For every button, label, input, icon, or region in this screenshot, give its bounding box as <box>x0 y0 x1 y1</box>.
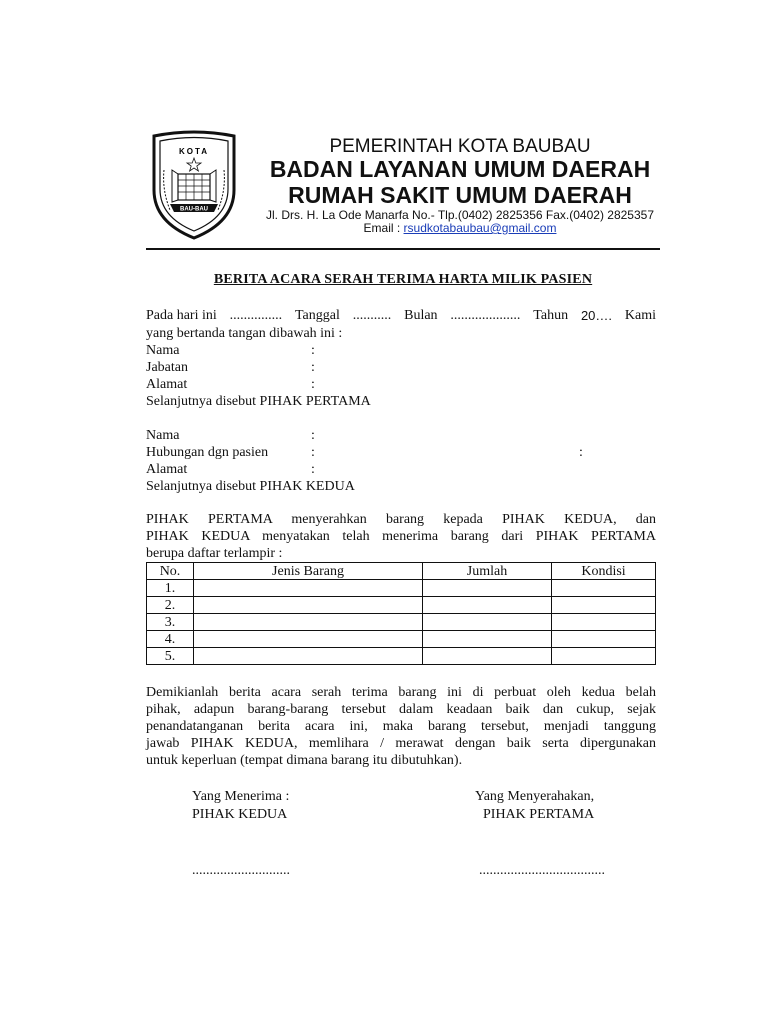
item-type-cell[interactable] <box>194 614 423 631</box>
document-title: BERITA ACARA SERAH TERIMA HARTA MILIK PASIEN <box>213 272 593 287</box>
party2-address-colon: : <box>311 462 315 477</box>
intro-line-2: yang bertanda tangan dibawah ini : <box>146 326 343 341</box>
quantity-cell[interactable] <box>423 597 552 614</box>
closing-line-4: jawab PIHAK KEDUA, memlihara / merawat dengan baik serta dipergunakan <box>146 736 656 751</box>
receiver-signature-line[interactable]: ............................ <box>192 863 290 878</box>
item-type-cell[interactable] <box>194 597 423 614</box>
condition-cell[interactable] <box>552 580 656 597</box>
party2-relation-colon-2: : <box>579 445 583 460</box>
party2-relation-label: Hubungan dgn pasien <box>146 445 269 460</box>
table-row <box>147 648 656 665</box>
intro-bulan-label: Bulan <box>404 308 438 323</box>
condition-cell[interactable] <box>552 597 656 614</box>
government-name: PEMERINTAH KOTA BAUBAU <box>329 136 591 157</box>
table-header-row <box>147 563 656 580</box>
receiver-label: Yang Menerima : <box>192 789 290 804</box>
items-table <box>146 562 656 665</box>
row-number: 3. <box>147 614 194 631</box>
receiver-party: PIHAK KEDUA <box>192 807 288 822</box>
party1-summary: Selanjutnya disebut PIHAK PERTAMA <box>146 394 371 409</box>
year-blank: 20…. <box>580 308 613 323</box>
party1-address-label: Alamat <box>146 377 188 392</box>
row-number: 1. <box>147 580 194 597</box>
intro-line-1 <box>146 307 656 324</box>
email-link[interactable]: rsudkotabaubau@gmail.com <box>403 221 557 235</box>
col-header-condition: Kondisi <box>552 563 656 580</box>
intro-tahun-label: Tahun <box>533 308 569 323</box>
item-type-cell[interactable] <box>194 631 423 648</box>
col-header-quantity: Jumlah <box>423 563 552 580</box>
item-type-cell[interactable] <box>194 580 423 597</box>
quantity-cell[interactable] <box>423 614 552 631</box>
condition-cell[interactable] <box>552 648 656 665</box>
closing-line-2: pihak, adapun barang-barang tersebut dalam keadaan baik dan cukup, sejak <box>146 702 656 717</box>
table-row <box>147 614 656 631</box>
closing-line-3: penandatanganan berita acara ini, maka barang tersebut, menjadi tanggung <box>146 719 656 734</box>
hospital-address: Jl. Drs. H. La Ode Manarfa No.- Tlp.(0402) 2825356 Fax.(0402) 2825357 <box>266 208 654 222</box>
party1-name-label: Nama <box>146 343 180 358</box>
handover-line-1: PIHAK PERTAMA menyerahkan barang kepada PIHAK KEDUA, dan <box>146 512 656 527</box>
intro-tanggal-label: Tanggal <box>294 308 340 323</box>
closing-line-5: untuk keperluan (tempat dimana barang itu dibutuhkan). <box>146 753 463 768</box>
table-row <box>147 597 656 614</box>
intro-kami: Kami <box>624 308 656 323</box>
party1-name-colon: : <box>311 343 315 358</box>
row-number: 4. <box>147 631 194 648</box>
handover-line-2: PIHAK KEDUA menyatakan telah menerima barang dari PIHAK PERTAMA <box>146 529 656 544</box>
party1-address-colon: : <box>311 377 315 392</box>
logo-bottom-text: BAU-BAU <box>180 206 208 213</box>
logo-top-text: KOTA <box>178 147 210 156</box>
email-line <box>240 221 680 235</box>
quantity-cell[interactable] <box>423 580 552 597</box>
agency-name-line1: BADAN LAYANAN UMUM DAERAH <box>269 156 651 182</box>
giver-signature-line[interactable]: .................................... <box>479 863 605 878</box>
party1-position-label: Jabatan <box>146 360 188 375</box>
party2-address-label: Alamat <box>146 462 188 477</box>
party2-summary: Selanjutnya disebut PIHAK KEDUA <box>146 479 355 494</box>
agency-name-line2: RUMAH SAKIT UMUM DAERAH <box>288 182 632 208</box>
letterhead-divider <box>146 248 660 250</box>
giver-party: PIHAK PERTAMA <box>483 807 595 822</box>
handover-line-3: berupa daftar terlampir : <box>146 546 283 561</box>
city-emblem-logo <box>148 130 240 242</box>
party2-name-colon: : <box>311 428 315 443</box>
table-row <box>147 580 656 597</box>
col-header-no: No. <box>147 563 194 580</box>
closing-line-1: Demikianlah berita acara serah terima barang ini di perbuat oleh kedua belah <box>146 685 656 700</box>
row-number: 2. <box>147 597 194 614</box>
party1-position-colon: : <box>311 360 315 375</box>
quantity-cell[interactable] <box>423 631 552 648</box>
condition-cell[interactable] <box>552 631 656 648</box>
giver-label: Yang Menyerahakan, <box>475 789 595 804</box>
intro-hari-label: Pada hari ini <box>146 308 217 323</box>
table-row <box>147 631 656 648</box>
party2-name-label: Nama <box>146 428 180 443</box>
date-blank: ........... <box>352 308 392 323</box>
email-label: Email : <box>363 221 404 235</box>
month-blank: .................... <box>450 308 521 323</box>
item-type-cell[interactable] <box>194 648 423 665</box>
col-header-item-type: Jenis Barang <box>194 563 423 580</box>
row-number: 5. <box>147 648 194 665</box>
quantity-cell[interactable] <box>423 648 552 665</box>
party2-relation-colon: : <box>311 445 315 460</box>
day-blank: ............... <box>229 308 283 323</box>
condition-cell[interactable] <box>552 614 656 631</box>
